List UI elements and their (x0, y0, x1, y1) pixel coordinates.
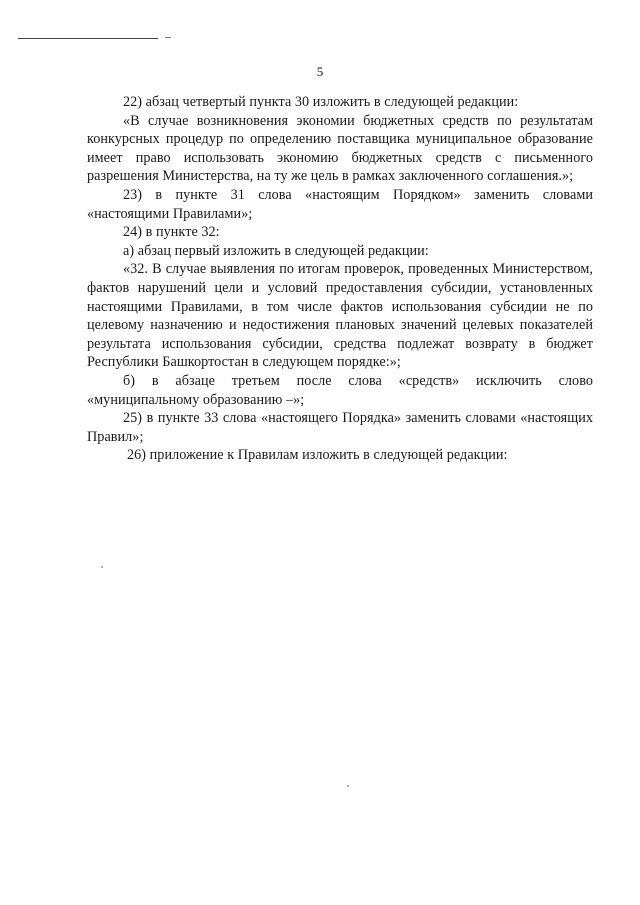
paragraph-23: 23) в пункте 31 слова «настоящим Порядком» заменить словами «настоящими Правилами»; (87, 186, 593, 222)
scan-artifact-line (18, 38, 158, 39)
page-number: 5 (316, 64, 324, 79)
paragraph-22: 22) абзац четвертый пункта 30 изложить в следующей редакции: (123, 94, 519, 110)
paragraph-24: 24) в пункте 32: (123, 224, 220, 241)
paragraph-25: 25) в пункте 33 слова «настоящего Порядка» заменить словами «настоящих Правил»; (87, 410, 593, 445)
paragraph-quote-32: «32. В случае выявления по итогам проверок, проведенных Министерством, фактов нарушений цели и условий предоставления субсидии, установленных настоящими Правилами, в том числе фактов использования субсидии не по целевому назначению и недостижения плановых значений целевых показателей результата использования субсидии, средства подлежат возврату в бюджет Республики Башкортостан в следующем порядке:»; (87, 261, 593, 371)
scan-artifact-dash (165, 37, 171, 38)
paragraph-quote-30: «В случае возникновения экономии бюджетных средств по результатам конкурсных процедур по определению поставщика муниципальное образование имеет право использовать экономию бюджетных средств с письменного разрешения Министерства, на ту же цель в рамках заключенного соглашения.»; (87, 112, 593, 185)
paragraph-24-a: а) абзац первый изложить в следующей редакции: (123, 242, 429, 259)
scan-speck (101, 566, 103, 568)
paragraph-26: 26) приложение к Правилам изложить в следующей редакции: (127, 447, 508, 464)
document-body (87, 93, 593, 465)
paragraph-24-b: б) в абзаце третьем после слова «средств» исключить слово «муниципальному образованию –»; (87, 372, 593, 408)
scan-speck (347, 785, 349, 787)
